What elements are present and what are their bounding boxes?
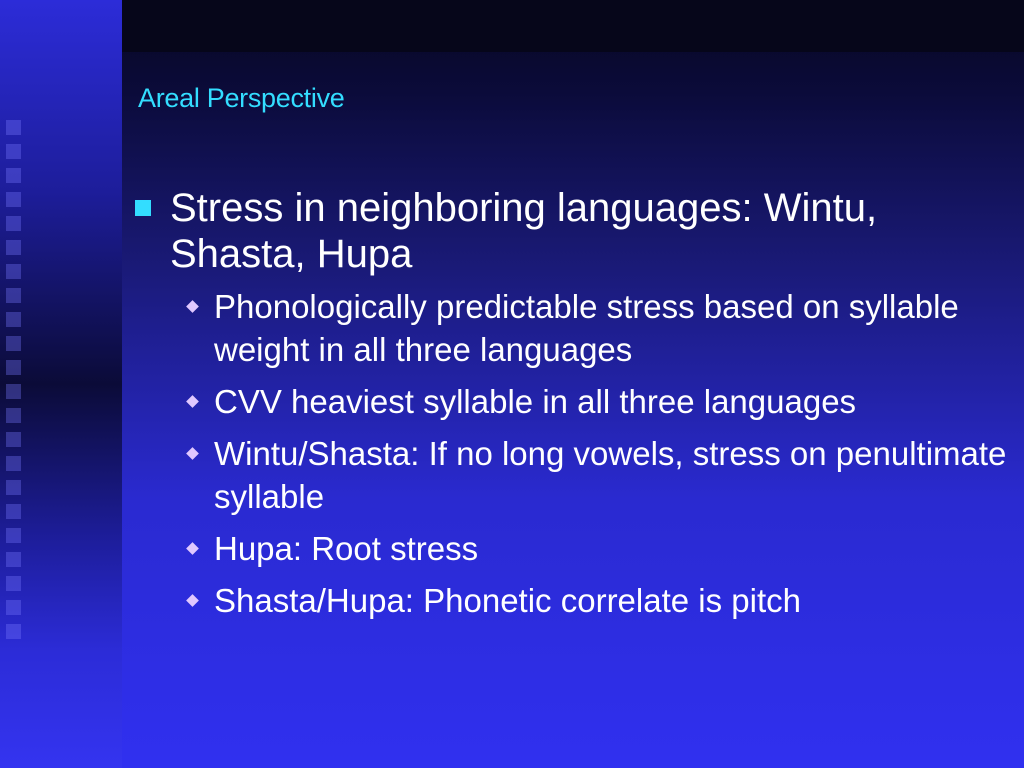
sub-bullet-text: Phonologically predictable stress based on syllable weight in all three languages xyxy=(214,288,959,368)
sub-bullet-text: CVV heaviest syllable in all three languages xyxy=(214,383,857,420)
main-bullet xyxy=(130,185,1010,277)
diamond-bullet-icon xyxy=(186,300,199,313)
slide-title: Areal Perspective xyxy=(138,83,345,113)
main-bullet-text: Stress in neighboring languages: Wintu, Shasta, Hupa xyxy=(170,186,878,276)
list-item xyxy=(130,527,1010,570)
square-bullet-icon xyxy=(135,200,151,216)
sub-bullet-text: Hupa: Root stress xyxy=(214,530,479,567)
diamond-bullet-icon xyxy=(186,447,199,460)
sub-bullet-text: Shasta/Hupa: Phonetic correlate is pitch xyxy=(214,582,801,619)
diamond-bullet-icon xyxy=(186,395,199,408)
sub-bullet-text: Wintu/Shasta: If no long vowels, stress on penultimate syllable xyxy=(214,435,1007,515)
decorative-squares xyxy=(6,120,26,648)
list-item xyxy=(130,380,1010,423)
left-decorative-band xyxy=(0,0,122,768)
diamond-bullet-icon xyxy=(186,542,199,555)
slide-content xyxy=(130,185,1010,631)
top-bar xyxy=(122,0,1024,52)
list-item xyxy=(130,285,1010,371)
sub-bullet-list xyxy=(130,285,1010,622)
list-item xyxy=(130,432,1010,518)
list-item xyxy=(130,579,1010,622)
diamond-bullet-icon xyxy=(186,594,199,607)
